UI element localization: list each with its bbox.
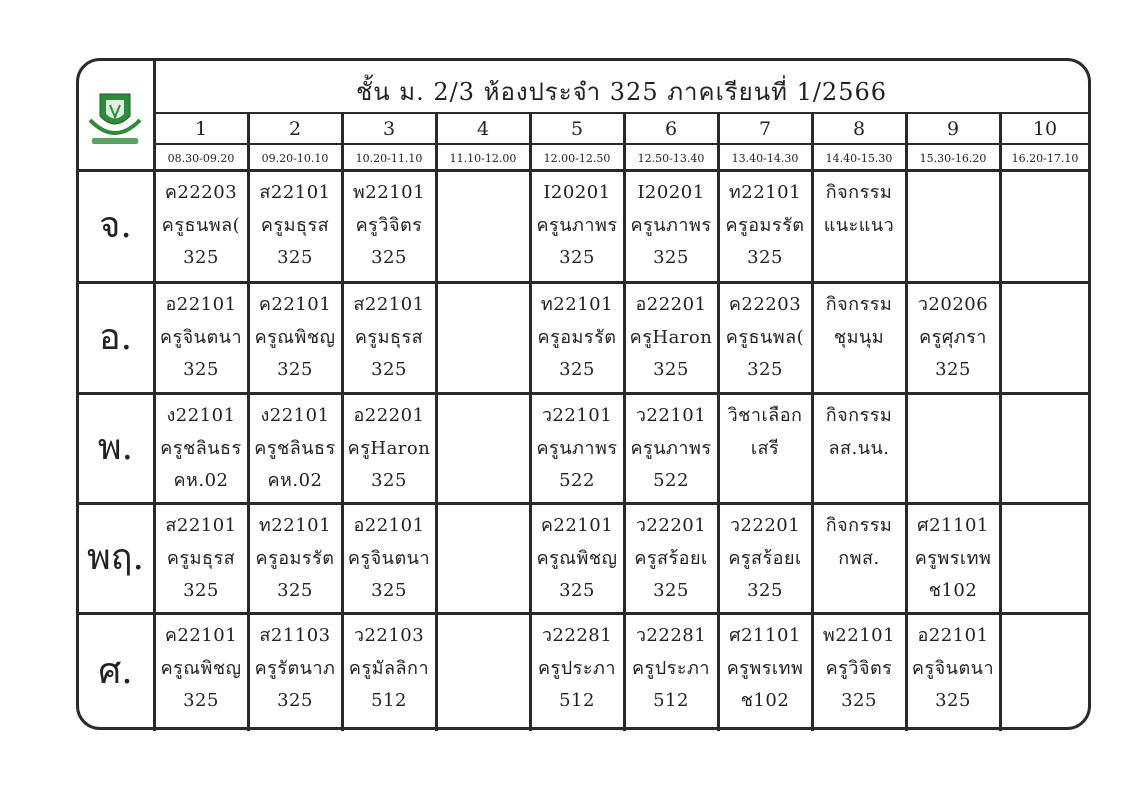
subject-code: ว20206: [917, 294, 989, 315]
room-number: 325: [183, 359, 219, 380]
room-number: 325: [841, 690, 877, 711]
subject-code: ศ21101: [917, 515, 989, 536]
teacher-name: ครูชลินธร: [254, 437, 336, 459]
teacher-name: ลส.นน.: [828, 437, 890, 459]
teacher-name: กพส.: [838, 547, 880, 569]
room-number: 325: [559, 359, 595, 380]
subject-code: I20201: [637, 182, 705, 203]
day-label: อ.: [98, 317, 133, 358]
row-divider: [78, 502, 1089, 505]
teacher-name: ครูศุภรา: [919, 326, 987, 348]
title-divider: [154, 112, 1089, 114]
subject-code: ว22101: [635, 405, 707, 426]
teacher-name: ครูสร้อยเ: [728, 547, 802, 569]
schedule-cell: [718, 620, 812, 728]
period-number: 8: [852, 118, 866, 140]
schedule-cell: [906, 177, 1000, 279]
schedule-cell: [906, 510, 1000, 610]
day-label: ศ.: [98, 651, 133, 692]
subject-code: ส22101: [353, 294, 425, 315]
teacher-name: ครูมธุรส: [166, 547, 236, 569]
teacher-name: ครูมัลลิกา: [348, 657, 430, 679]
day-label: จ.: [99, 205, 132, 246]
schedule-cell: [248, 289, 342, 390]
room-number: 325: [277, 247, 313, 268]
day-label: พ.: [97, 427, 134, 468]
room-number: 325: [277, 359, 313, 380]
subject-code: อ22201: [353, 405, 425, 426]
subject-code: I20201: [543, 182, 611, 203]
subject-code: พ22101: [352, 182, 426, 203]
schedule-cell: [718, 400, 812, 500]
period-number: 1: [194, 118, 208, 140]
subject-code: ส21103: [259, 625, 331, 646]
teacher-name: ชุมนุม: [833, 326, 885, 348]
period-number: 5: [570, 118, 584, 140]
teacher-name: ครูสร้อยเ: [634, 547, 708, 569]
schedule-cell: [248, 400, 342, 500]
room-number: คห.02: [267, 470, 323, 491]
subject-code: กิจกรรม: [825, 294, 893, 315]
room-number: 325: [371, 580, 407, 601]
schedule-cell: [436, 620, 530, 728]
teacher-name: ครูวิจิตร: [355, 214, 423, 236]
room-number: 325: [371, 470, 407, 491]
teacher-name: ครูอมรรัต: [725, 214, 805, 236]
room-number: 325: [183, 247, 219, 268]
schedule-cell: [812, 177, 906, 279]
teacher-name: ครูมธุรส: [354, 326, 424, 348]
subject-code: อ22101: [165, 294, 237, 315]
schedule-cell: [624, 400, 718, 500]
schedule-cell: [530, 400, 624, 500]
schedule-cell: [154, 400, 248, 500]
subject-code: ท22101: [258, 515, 332, 536]
room-number: 325: [183, 580, 219, 601]
subject-code: ส22101: [165, 515, 237, 536]
room-number: 325: [653, 580, 689, 601]
schedule-cell: [154, 510, 248, 610]
schedule-cell: [718, 289, 812, 390]
teacher-name: ครูจินตนา: [911, 657, 995, 679]
teacher-name: ครูชลินธร: [160, 437, 242, 459]
subject-code: ว22281: [635, 625, 707, 646]
period-number: 2: [288, 118, 302, 140]
schedule-cell: [812, 620, 906, 728]
schedule-cell: [1000, 177, 1090, 279]
schedule-cell: [248, 177, 342, 279]
schedule-cell: [342, 620, 436, 728]
schedule-cell: [624, 177, 718, 279]
schedule-cell: [1000, 620, 1090, 728]
row-divider: [78, 169, 1089, 172]
room-number: 325: [747, 359, 783, 380]
room-number: 325: [747, 580, 783, 601]
room-number: 325: [277, 580, 313, 601]
teacher-name: ครูนภาพร: [630, 437, 712, 459]
schedule-cell: [530, 620, 624, 728]
schedule-cell: [1000, 510, 1090, 610]
subject-code: กิจกรรม: [825, 515, 893, 536]
room-number: 325: [371, 359, 407, 380]
teacher-name: ครูอมรรัต: [537, 326, 617, 348]
teacher-name: ครูHaron: [629, 326, 713, 348]
room-number: 325: [747, 247, 783, 268]
room-number: 325: [653, 247, 689, 268]
schedule-cell: [248, 620, 342, 728]
period-number-divider: [154, 143, 1089, 145]
period-number: 7: [758, 118, 772, 140]
teacher-name: ครูจินตนา: [159, 326, 243, 348]
room-number: ช102: [740, 690, 790, 711]
day-label: พฤ.: [87, 537, 144, 578]
teacher-name: ครูอมรรัต: [255, 547, 335, 569]
schedule-cell: [530, 510, 624, 610]
subject-code: ว22201: [635, 515, 707, 536]
room-number: 522: [653, 470, 689, 491]
teacher-name: ครูวิจิตร: [825, 657, 893, 679]
row-divider: [78, 392, 1089, 395]
subject-code: อ22101: [917, 625, 989, 646]
teacher-name: แนะแนว: [823, 214, 895, 236]
subject-code: ค22101: [540, 515, 614, 536]
schedule-cell: [624, 289, 718, 390]
period-time: 15.30-16.20: [919, 152, 987, 165]
schedule-cell: [342, 400, 436, 500]
timetable-title: ชั้น ม. 2/3 ห้องประจำ 325 ภาคเรียนที่ 1/2566: [355, 78, 888, 106]
teacher-name: ครูนภาพร: [536, 437, 618, 459]
period-time: 13.40-14.30: [731, 152, 799, 165]
subject-code: ว22101: [541, 405, 613, 426]
schedule-cell: [718, 177, 812, 279]
teacher-name: ครูนภาพร: [536, 214, 618, 236]
teacher-name: ครูประภา: [632, 657, 710, 679]
schedule-cell: [530, 177, 624, 279]
period-time: 12.50-13.40: [637, 152, 705, 165]
period-time: 08.30-09.20: [167, 152, 235, 165]
schedule-cell: [342, 510, 436, 610]
teacher-name: ครูพรเทพ: [726, 657, 804, 679]
room-number: 325: [183, 690, 219, 711]
schedule-cell: [624, 620, 718, 728]
schedule-cell: [906, 620, 1000, 728]
teacher-name: ครูHaron: [347, 437, 431, 459]
subject-code: ง22101: [166, 405, 236, 426]
schedule-cell: [812, 400, 906, 500]
subject-code: พ22101: [822, 625, 896, 646]
room-number: 325: [559, 580, 595, 601]
schedule-cell: [812, 289, 906, 390]
period-time: 16.20-17.10: [1011, 152, 1079, 165]
period-time: 12.00-12.50: [543, 152, 611, 165]
teacher-name: ครูณพิชญ: [536, 547, 618, 569]
teacher-name: ครูพรเทพ: [914, 547, 992, 569]
period-time: 10.20-11.10: [355, 152, 423, 165]
period-time: 09.20-10.10: [261, 152, 329, 165]
period-number: 10: [1032, 118, 1058, 140]
subject-code: กิจกรรม: [825, 182, 893, 203]
room-number: คห.02: [173, 470, 229, 491]
subject-code: ส22101: [259, 182, 331, 203]
row-divider: [78, 612, 1089, 615]
subject-code: อ22101: [353, 515, 425, 536]
period-number: 6: [664, 118, 678, 140]
subject-code: ท22101: [540, 294, 614, 315]
schedule-cell: [436, 289, 530, 390]
schedule-cell: [1000, 289, 1090, 390]
subject-code: อ22201: [635, 294, 707, 315]
schedule-cell: [436, 177, 530, 279]
subject-code: กิจกรรม: [825, 405, 893, 426]
subject-code: ท22101: [728, 182, 802, 203]
subject-code: ง22101: [260, 405, 330, 426]
row-divider: [78, 281, 1089, 284]
schedule-cell: [906, 289, 1000, 390]
schedule-cell: [812, 510, 906, 610]
teacher-name: ครูรัตนาภ: [254, 657, 336, 679]
room-number: 522: [559, 470, 595, 491]
teacher-name: ครูณพิชญ: [160, 657, 242, 679]
period-number: 3: [382, 118, 396, 140]
teacher-name: ครูประภา: [538, 657, 616, 679]
room-number: 325: [559, 247, 595, 268]
teacher-name: ครูนภาพร: [630, 214, 712, 236]
subject-code: ว22281: [541, 625, 613, 646]
schedule-cell: [248, 510, 342, 610]
room-number: 512: [559, 690, 595, 711]
schedule-cell: [154, 289, 248, 390]
schedule-cell: [154, 177, 248, 279]
period-time: 11.10-12.00: [449, 152, 517, 165]
room-number: 325: [935, 690, 971, 711]
teacher-name: ครูธนพล(: [725, 326, 805, 348]
room-number: 512: [371, 690, 407, 711]
period-time: 14.40-15.30: [825, 152, 893, 165]
schedule-cell: [154, 620, 248, 728]
room-number: 325: [653, 359, 689, 380]
teacher-name: เสรี: [750, 437, 780, 459]
subject-code: วิชาเลือก: [727, 405, 803, 426]
subject-code: ค22203: [164, 182, 238, 203]
subject-code: ค22101: [258, 294, 332, 315]
schedule-cell: [342, 289, 436, 390]
schedule-cell: [624, 510, 718, 610]
room-number: ช102: [928, 580, 978, 601]
schedule-cell: [342, 177, 436, 279]
period-number: 4: [476, 118, 490, 140]
schedule-cell: [436, 400, 530, 500]
room-number: 325: [277, 690, 313, 711]
teacher-name: ครูมธุรส: [260, 214, 330, 236]
schedule-cell: [1000, 400, 1090, 500]
teacher-name: ครูจินตนา: [347, 547, 431, 569]
subject-code: ค22203: [728, 294, 802, 315]
room-number: 325: [935, 359, 971, 380]
schedule-cell: [530, 289, 624, 390]
schedule-cell: [906, 400, 1000, 500]
room-number: 325: [371, 247, 407, 268]
room-number: 512: [653, 690, 689, 711]
subject-code: ว22103: [353, 625, 425, 646]
schedule-cell: [436, 510, 530, 610]
teacher-name: ครูณพิชญ: [254, 326, 336, 348]
schedule-cell: [718, 510, 812, 610]
period-number: 9: [946, 118, 960, 140]
teacher-name: ครูธนพล(: [161, 214, 241, 236]
subject-code: ศ21101: [729, 625, 801, 646]
subject-code: ว22201: [729, 515, 801, 536]
subject-code: ค22101: [164, 625, 238, 646]
